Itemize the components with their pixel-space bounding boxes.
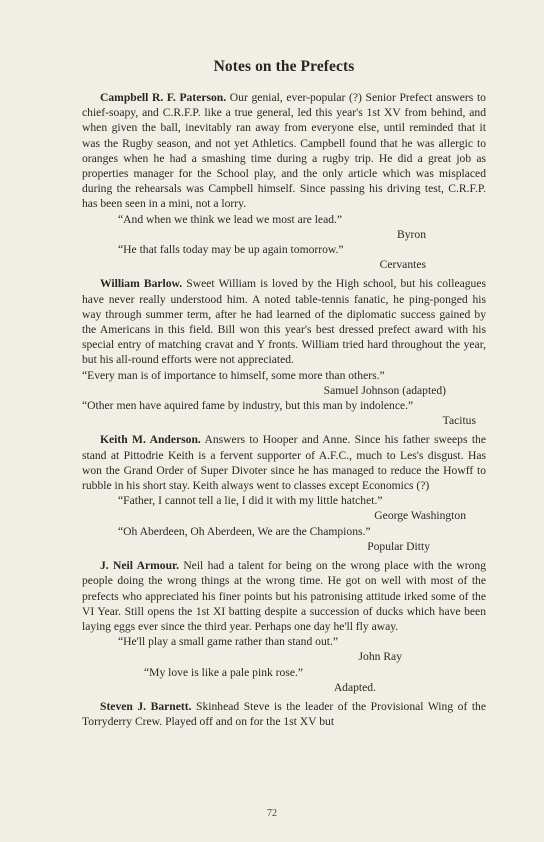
prefect-entry [82,276,486,367]
quote-block [82,368,486,429]
quote-attribution: George Washington [374,509,466,523]
quote-text: “Father, I cannot tell a lie, I did it with my little hatchet.” [118,494,383,508]
quote-text: “My love is like a pale pink rose.” [144,665,304,679]
prefect-description: Neil had a talent for being on the wrong place with the wrong people doing the wrong things at the wrong time. He got on well with most of the prefects who appreciated his finer points but his patronising attitude irked some of the VI Year. Still opens the 1st XI batting despite a succession of ducks which have been laying eggs ever since the third year. Perhaps one day he'll fly away. [82,559,486,633]
quote-text: “And when we think we lead we most are lead.” [118,212,343,226]
quote-attribution: Popular Ditty [367,539,430,553]
prefect-description: Sweet William is loved by the High school, but his colleagues have never really understood him. A noted table-tennis fanatic, he ping-ponged his way through summer term, after he had learned of the diplomatic success gained by the Americans in this field. Bill won this year's best dressed prefect award with his special entry of matching cravat and Y fronts. William tried hard throughout the year, but his all-round efforts were not appreciated. [82,277,486,367]
page-title: Notes on the Prefects [213,58,355,75]
quote-attribution: Tacitus [442,414,476,428]
quote-text: “Oh Aberdeen, Oh Aberdeen, We are the Champions.” [118,524,371,538]
prefect-name: J. Neil Armour. [100,559,180,573]
prefect-name: Campbell R. F. Paterson. [100,91,227,104]
prefect-entry [82,432,486,493]
prefect-entry [82,699,486,729]
quote-text: “Every man is of importance to himself, some more than others.” [82,368,385,382]
quote-attribution: John Ray [358,650,402,664]
quote-attribution: Adapted. [333,680,376,694]
quote-text: “He that falls today may be up again tomorrow.” [118,243,344,257]
page-number: 72 [267,808,277,819]
prefect-entry [82,558,486,634]
prefect-name: Keith M. Anderson. [100,433,201,447]
prefect-name: William Barlow. [100,277,183,291]
quote-block [82,212,486,273]
prefect-description: Answers to Hooper and Anne. Since his father sweeps the stand at Pittodrie Keith is a fervent supporter of A.F.C., much to Les's disgust. Has won the Grand Order of Super Divoter since he has managed to reduce the Howff to rubble in his short stay. Keith always went to classes except Economics (?) [82,433,486,493]
quote-attribution: Cervantes [379,258,426,272]
text-column [82,58,486,729]
quote-block [82,493,486,554]
quote-attribution: Byron [397,227,426,241]
quote-attribution: Samuel Johnson (adapted) [323,383,446,397]
prefect-description: Our genial, ever-popular (?) Senior Prefect answers to chief-soapy, and C.R.F.P. like a true general, led this year's 1st XV from behind, and when given the ball, inevitably ran away from everyone else, until reminded that it was the Rugby season, and not yet Athletics. Campbell found that he was allergic to oranges when he had a smashing time during a rugby trip. He did a great job as properties manager for the School play, and the only article which was misplaced during the rehearsals was Campbell himself. Since passing his driving test, C.R.F.P. has been seen in a mini, not a lorry. [82,91,486,211]
prefect-entry [82,90,486,212]
quote-block [82,634,486,695]
quote-text: “Other men have aquired fame by industry, but this man by indolence.” [82,399,414,413]
prefect-name: Steven J. Barnett. [100,699,192,713]
prefect-description: Skinhead Steve is the leader of the Provisional Wing of the Torryderry Crew. Played off and on for the 1st XV but [82,699,487,729]
quote-text: “He'll play a small game rather than stand out.” [118,635,339,649]
